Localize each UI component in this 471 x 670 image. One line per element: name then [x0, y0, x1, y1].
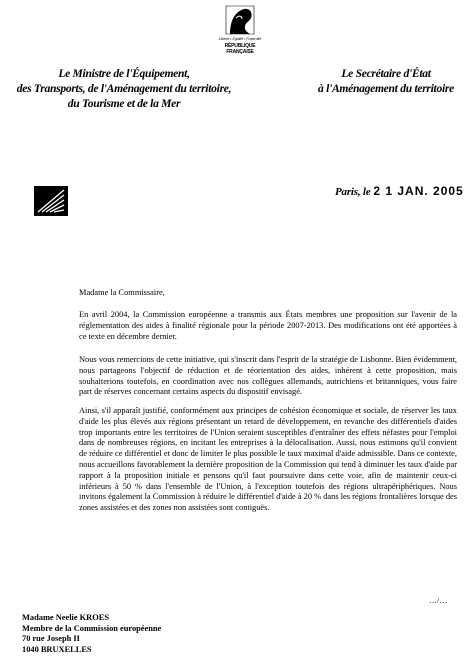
secretary-line-1: Le Secrétaire d'État — [341, 67, 431, 80]
republique-francaise-logo — [214, 4, 266, 55]
ministry-line-1: Le Ministre de l'Équipement, — [58, 67, 190, 80]
paragraph-1: En avril 2004, la Commission européenne a transmis aux États membres une proposition sur l'avenir de la réglementation des aides à finalité régionale pour la période 2007-2013. Des modifications ont été apportées à ce texte en décembre dernier. — [79, 310, 457, 341]
ministry-header — [8, 66, 240, 111]
marianne-logo-icon — [220, 4, 260, 36]
address-line-4: 1040 BRUXELLES — [22, 644, 92, 654]
paragraph-2: Nous vous remercions de cette initiative, qui s'inscrit dans l'esprit de la stratégie de Lisbonne. Bien évidemment, nous partageons l'objectif de réduction et de réorientation des aides, inhérent à cette proposition, mais souhaiterions toutefois, en coordination avec nos collègues allemands, autrichiens et britanniques, vous faire part de réserves concernant certains aspects du dispositif envisagé. — [79, 355, 457, 397]
address-line-3: 70 rue Joseph II — [22, 634, 80, 643]
address-line-2: Membre de la Commission européenne — [22, 623, 162, 633]
paragraph-3: Ainsi, s'il apparaît justifié, conformément aux principes de cohésion économique et sociale, de réserver les taux d'aide les plus élevés aux régions présentant un retard de développement, en revanche des différentiels d'aides trop importants entre les territoires de l'Union seraient susceptibles d'entraîner des effets néfastes pour l'emploi dans de nombreuses régions, en incitant les entreprises à la délocalisation. Aussi, nous estimons qu'il convient de réduire ce différentiel et donc de limiter le plus possible le taux maximal d'aide admissible. Dans ce contexte, nous accueillons favorablement la dernière proposition de la Commission qui tend à diminuer les taux d'aide par rapport à la proposition initiale et pensons qu'il faut poursuivre dans cette voie, afin de maintenir ceux-ci inférieurs à 50 % dans l'ensemble de l'Union, à l'exception toutefois des régions ultrapériphériques. Nous invitons également la Commission à réduire le différentiel d'aide à 20 % dans les régions frontalières lorsque des zones assistées et des zones non assistées sont contiguës. — [79, 406, 457, 513]
ministry-line-2: des Transports, de l'Aménagement du territoire, — [16, 82, 232, 95]
date-stamp: 2 1 JAN. 2005 — [373, 184, 464, 198]
date-place: Paris, le — [335, 186, 371, 198]
logo-name: RÉPUBLIQUE FRANÇAISE — [224, 43, 256, 55]
ministry-logo-icon — [34, 186, 68, 216]
secretary-line-2: à l'Aménagement du territoire — [318, 82, 454, 95]
address-line-1: Madame Neelie KROES — [22, 613, 109, 622]
salutation: Madame la Commissaire, — [79, 288, 165, 297]
continuation-mark: …/… — [429, 596, 448, 605]
logo-motto: Liberté • Égalité • Fraternité — [218, 37, 262, 41]
secretary-header — [300, 66, 471, 96]
letter-date — [335, 184, 464, 198]
ministry-line-3: du Tourisme et de la Mer — [67, 97, 181, 110]
recipient-address — [22, 613, 161, 655]
